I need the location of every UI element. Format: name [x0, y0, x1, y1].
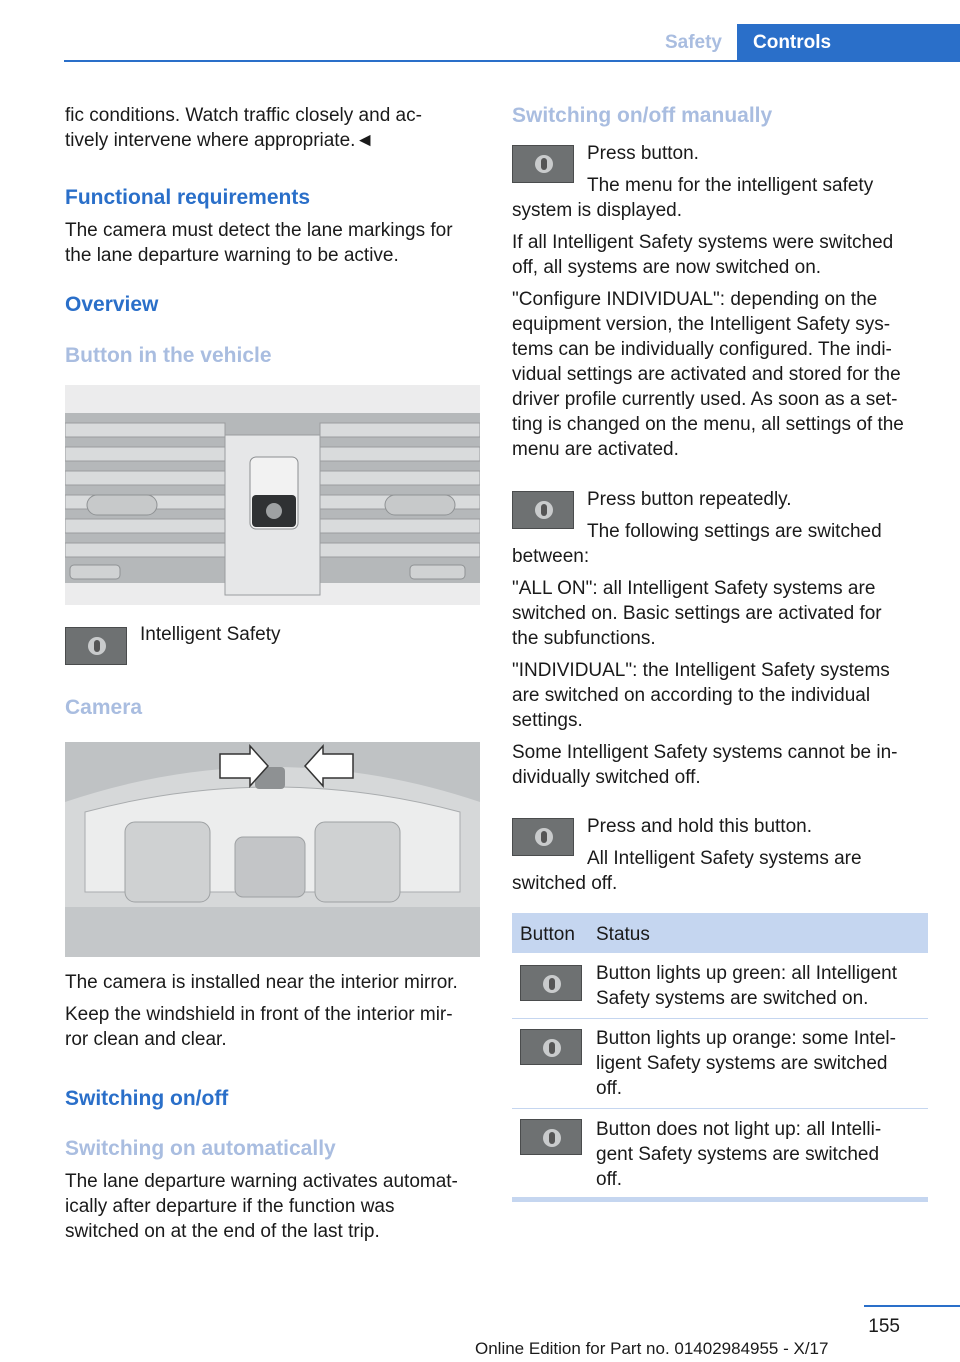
off-button-icon — [520, 1119, 582, 1155]
camera-p2-line-1: Keep the windshield in front of the interior mir- — [65, 1004, 453, 1025]
table-divider — [512, 1108, 928, 1109]
config-line: tems can be individually configured. The indi- — [512, 339, 892, 360]
table-row — [596, 961, 926, 1011]
switching-auto-heading: Switching on automatically — [65, 1137, 336, 1160]
camera-text-1: The camera is installed near the interior mirror. — [65, 972, 458, 993]
table-cell-line: Safety systems are switched on. — [596, 988, 869, 1009]
allon-line: "ALL ON": all Intelligent Safety systems are — [512, 578, 876, 599]
some-line: dividually switched off. — [512, 767, 701, 788]
edition-text: Online Edition for Part no. 01402984955 - X/17 — [475, 1339, 829, 1358]
individual-line: settings. — [512, 710, 583, 731]
allon-line: the subfunctions. — [512, 628, 656, 649]
header-tab-controls — [737, 24, 960, 62]
page-number: 155 — [868, 1316, 900, 1337]
config-line: equipment version, the Intelligent Safety sys- — [512, 314, 891, 335]
button-icon-press — [512, 145, 574, 183]
all-off-text-1: All Intelligent Safety systems are — [587, 848, 862, 869]
switching-manual-heading: Switching on/off manually — [512, 104, 773, 127]
func-req-line-1: The camera must detect the lane markings for — [65, 220, 453, 241]
intelligent-safety-label: Intelligent Safety — [140, 624, 281, 645]
all-on-line-1: If all Intelligent Safety systems were switched — [512, 232, 894, 253]
green-button-icon — [520, 965, 582, 1001]
following-text-2: between: — [512, 546, 590, 567]
orange-button-icon — [520, 1029, 582, 1065]
switching-auto-text — [65, 1169, 485, 1244]
intelligent-safety-button-icon — [65, 627, 127, 665]
intro-line-1: fic conditions. Watch traffic closely and ac- — [65, 105, 422, 126]
table-cell-line: Button does not light up: all Intelli- — [596, 1119, 882, 1140]
menu-text-2: system is displayed. — [512, 200, 683, 221]
overview-heading: Overview — [65, 293, 159, 316]
individual-setting-text — [512, 658, 932, 733]
all-on-text — [512, 230, 932, 280]
button-in-vehicle-heading: Button in the vehicle — [65, 344, 272, 367]
table-cell-line: off. — [596, 1169, 623, 1190]
func-req-line-2: the lane departure warning to be active. — [65, 245, 399, 266]
allon-line: switched on. Basic settings are activated for — [512, 603, 882, 624]
vehicle-button-figure — [65, 385, 480, 605]
press-repeatedly-text: Press button repeatedly. — [587, 489, 792, 510]
tab-safety-label: Safety — [664, 32, 722, 53]
individual-line: "INDIVIDUAL": the Intelligent Safety systems — [512, 660, 890, 681]
auto-line-1: The lane departure warning activates automat- — [65, 1171, 458, 1192]
individual-line: are switched on according to the individual — [512, 685, 871, 706]
some-line: Some Intelligent Safety systems cannot be in- — [512, 742, 898, 763]
tab-controls-label: Controls — [753, 32, 832, 53]
auto-line-3: switched on at the end of the last trip. — [65, 1221, 380, 1242]
header-rule — [64, 60, 960, 62]
following-text-1: The following settings are switched — [587, 521, 882, 542]
vehicle-interior-illustration — [65, 742, 480, 957]
press-hold-text: Press and hold this button. — [587, 816, 812, 837]
camera-p2-line-2: ror clean and clear. — [65, 1029, 227, 1050]
config-line: driver profile currently used. As soon as a set- — [512, 389, 898, 410]
functional-requirements-heading: Functional requirements — [65, 186, 311, 209]
config-line: vidual settings are activated and stored for the — [512, 364, 901, 385]
table-divider — [512, 1018, 928, 1019]
all-off-text-2: switched off. — [512, 873, 618, 894]
all-on-setting-text — [512, 576, 932, 651]
table-cell-line: off. — [596, 1078, 623, 1099]
press-button-text: Press button. — [587, 143, 699, 164]
configure-individual-text — [512, 287, 932, 462]
some-systems-text — [512, 740, 932, 790]
table-cell-line: ligent Safety systems are switched — [596, 1053, 888, 1074]
col-status-header: Status — [596, 924, 650, 945]
config-line: ting is changed on the menu, all settings of the — [512, 414, 904, 435]
button-icon-hold — [512, 818, 574, 856]
air-vent-illustration — [65, 385, 480, 605]
auto-line-2: ically after departure if the function was — [65, 1196, 395, 1217]
status-table — [512, 913, 928, 1205]
header-tab-safety — [640, 24, 736, 62]
table-row — [596, 1026, 926, 1101]
table-bottom-rule — [512, 1197, 928, 1202]
col-button-header: Button — [520, 924, 575, 945]
all-on-line-2: off, all systems are now switched on. — [512, 257, 822, 278]
camera-heading: Camera — [65, 696, 143, 719]
table-cell-line: gent Safety systems are switched — [596, 1144, 880, 1165]
table-cell-line: Button lights up green: all Intelligent — [596, 963, 898, 984]
functional-requirements-text — [65, 218, 485, 268]
table-cell-line: Button lights up orange: some Intel- — [596, 1028, 896, 1049]
footer-rule — [864, 1305, 960, 1307]
button-icon-repeat — [512, 491, 574, 529]
camera-figure — [65, 742, 480, 957]
intro-text — [65, 103, 485, 153]
config-line: menu are activated. — [512, 439, 679, 460]
intro-line-2: tively intervene where appropriate.◄ — [65, 130, 375, 151]
config-line: "Configure INDIVIDUAL": depending on the — [512, 289, 878, 310]
camera-text-2 — [65, 1002, 485, 1052]
menu-text-1: The menu for the intelligent safety — [587, 175, 874, 196]
switching-heading: Switching on/off — [65, 1087, 229, 1110]
table-row — [596, 1117, 926, 1192]
